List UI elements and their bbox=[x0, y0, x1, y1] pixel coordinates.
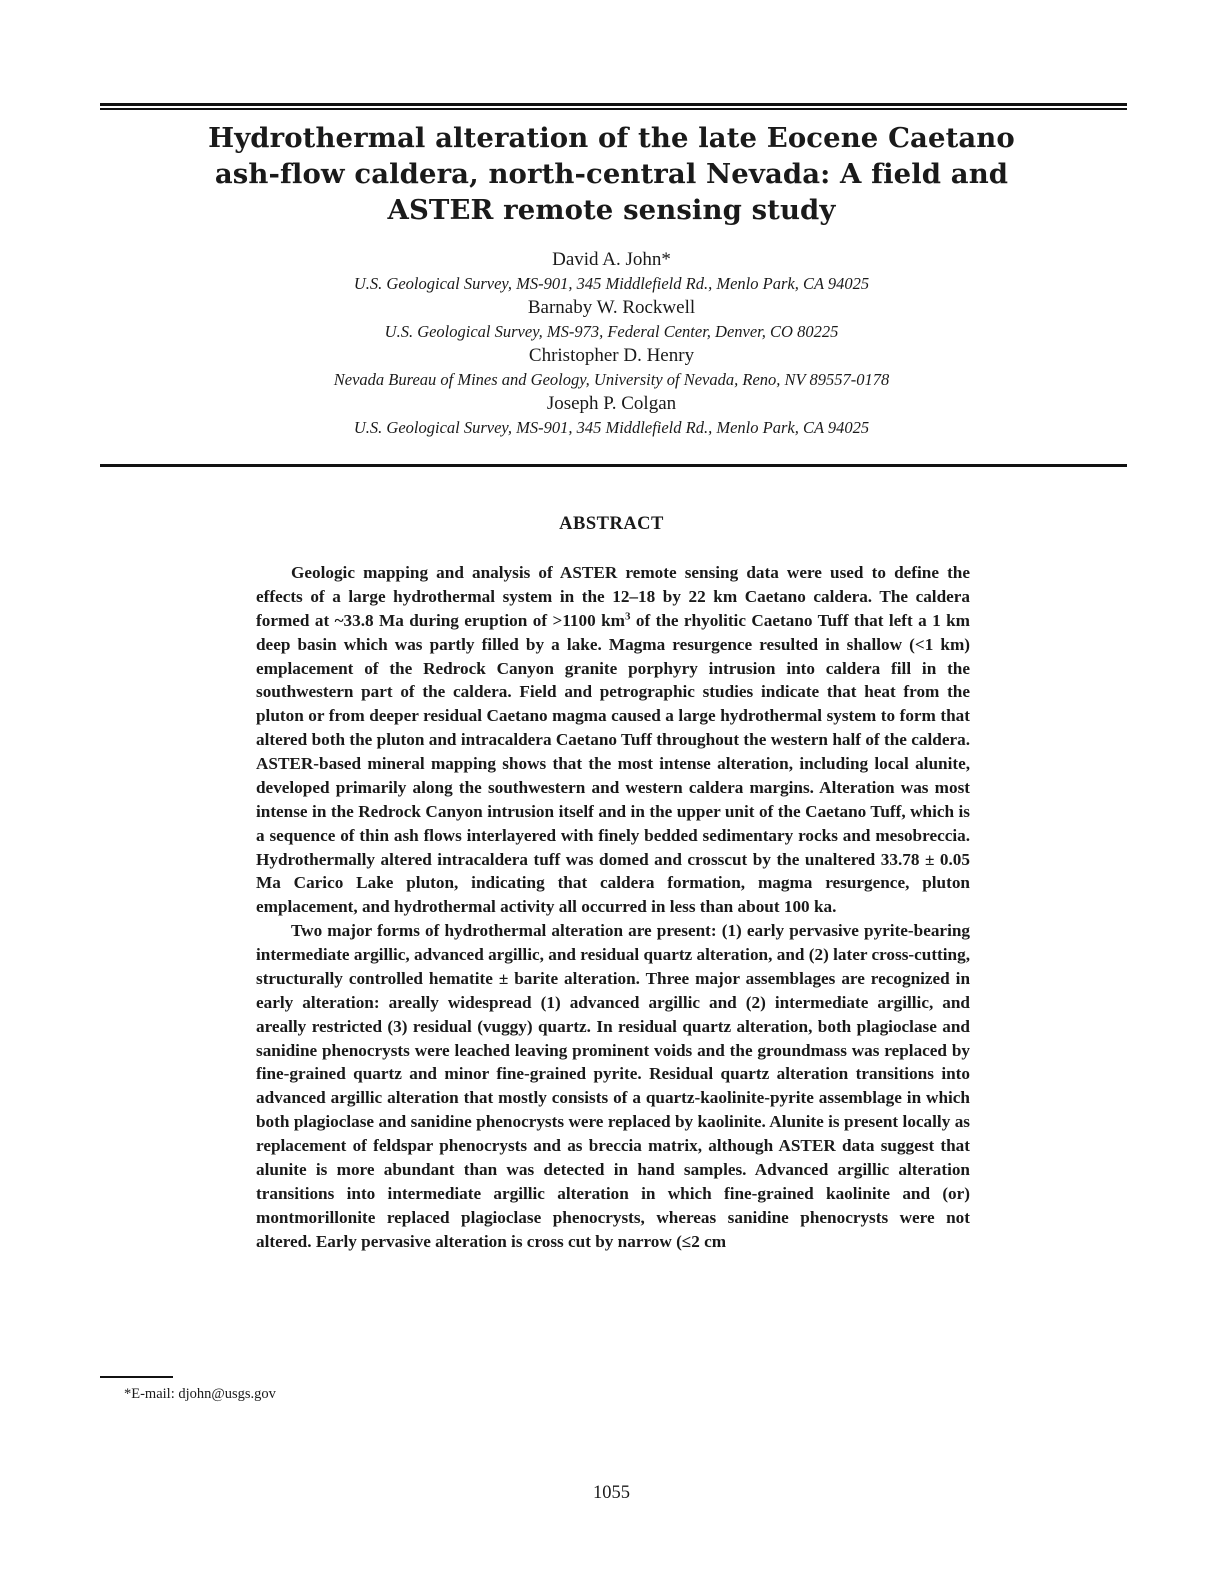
footnote-email: *E-mail: djohn@usgs.gov bbox=[124, 1386, 276, 1402]
author-name: David A. John* bbox=[552, 249, 671, 270]
superscript-3: 3 bbox=[624, 610, 631, 623]
abstract-paragraph-1 bbox=[256, 561, 970, 919]
abstract-paragraph-1-part-b: of the rhyolitic Caetano Tuff that left a 1 km deep basin which was partly filled by a lake. Magma resurgence resulted in shallow (<1 km) emplacement of the Redrock Canyon granite porphyry intrusion into caldera fill in the southwestern part of the caldera. Field and petrographic studies indicate that heat from the pluton or from deeper residual Caetano magma caused a large hydrothermal system to form that altered both the pluton and intracaldera Caetano Tuff throughout the western half of the caldera. ASTER-based mineral mapping shows that the most intense alteration, including local alunite, developed primarily along the southwestern and western caldera margins. Alteration was most intense in the Redrock Canyon intrusion itself and in the upper unit of the Caetano Tuff, which is a sequence of thin ash flows interlayered with finely bedded sedimentary rocks and mesobreccia. Hydrothermally altered intracaldera tuff was domed and crosscut by the unaltered 33.78 ± 0.05 Ma Carico Lake pluton, indicating that caldera formation, magma resurgence, pluton emplacement, and hydrothermal activity all occurred in less than about 100 ka. bbox=[256, 610, 971, 917]
author-name: Christopher D. Henry bbox=[528, 345, 695, 366]
title-line-2: ash-flow caldera, north-central Nevada: A field and bbox=[214, 158, 1009, 190]
header-bottom-rule bbox=[100, 464, 1127, 467]
author-affiliation: Nevada Bureau of Mines and Geology, University of Nevada, Reno, NV 89557-0178 bbox=[333, 370, 890, 389]
author-affiliation: U.S. Geological Survey, MS-973, Federal Center, Denver, CO 80225 bbox=[384, 322, 839, 341]
abstract-heading: ABSTRACT bbox=[559, 514, 664, 534]
abstract-paragraph-1-part-a: Geologic mapping and analysis of ASTER remote sensing data were used to define the effects of a large hydrothermal system in the 12–18 by 22 km Caetano caldera. The caldera formed at ~33.8 Ma during eruption of >1100 km bbox=[256, 563, 970, 630]
paper-title bbox=[150, 120, 1073, 228]
abstract-paragraph-2: Two major forms of hydrothermal alteration are present: (1) early pervasive pyrite-bearing intermediate argillic, advanced argillic, and residual quartz alteration, and (2) later cross-cutting, structurally controlled hematite ± barite alteration. Three major assemblages are recognized in early alteration: areally widespread (1) advanced argillic and (2) intermediate argillic, and areally restricted (3) residual (vuggy) quartz. In residual quartz alteration, both plagioclase and sanidine phenocrysts were leached leaving prominent voids and the groundmass was replaced by fine-grained quartz and minor fine-grained pyrite. Residual quartz alteration transitions into advanced argillic alteration that mostly consists of a quartz-kaolinite-pyrite assemblage in which both plagioclase and sanidine phenocrysts were replaced by kaolinite. Alunite is present locally as replacement of feldspar phenocrysts and as breccia matrix, although ASTER data suggest that alunite is more abundant than was detected in hand samples. Advanced argillic alteration transitions into intermediate argillic alteration in which fine-grained kaolinite and (or) montmorillonite replaced plagioclase phenocrysts, whereas sanidine phenocrysts were not altered. Early pervasive alteration is cross cut by narrow (≤2 cm bbox=[256, 921, 970, 1251]
footnote-rule bbox=[100, 1376, 173, 1378]
title-line-1: Hydrothermal alteration of the late Eocene Caetano bbox=[208, 122, 1015, 154]
author-affiliation: U.S. Geological Survey, MS-901, 345 Middlefield Rd., Menlo Park, CA 94025 bbox=[353, 418, 870, 437]
author-block bbox=[150, 248, 1073, 440]
page-number: 1055 bbox=[593, 1483, 630, 1503]
header-double-rule bbox=[100, 103, 1127, 110]
title-line-3: ASTER remote sensing study bbox=[387, 194, 836, 226]
abstract-body bbox=[256, 561, 970, 1253]
author-name: Joseph P. Colgan bbox=[546, 393, 677, 414]
author-affiliation: U.S. Geological Survey, MS-901, 345 Middlefield Rd., Menlo Park, CA 94025 bbox=[353, 274, 870, 293]
author-name: Barnaby W. Rockwell bbox=[527, 297, 696, 318]
